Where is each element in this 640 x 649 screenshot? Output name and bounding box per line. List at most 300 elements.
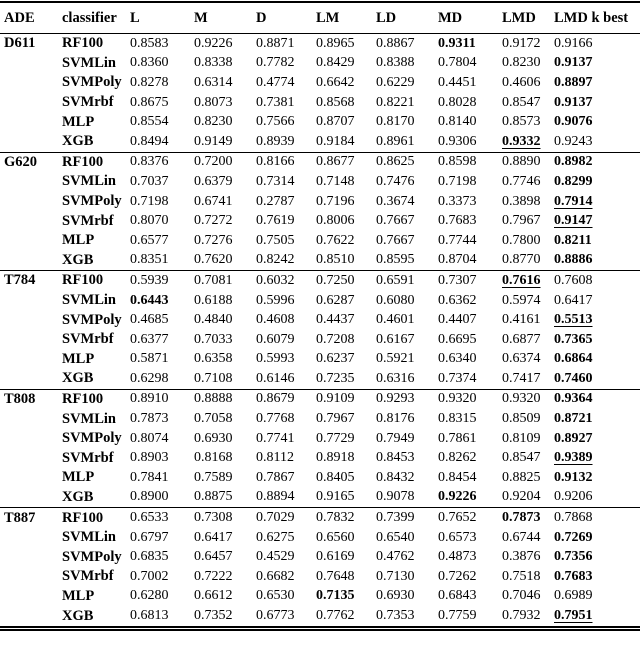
value-cell: 0.9166 <box>554 35 593 51</box>
value-cell: 0.8388 <box>376 55 415 71</box>
value-cell: 0.9226 <box>438 489 477 505</box>
table-row <box>0 310 640 330</box>
value-cell: 0.6298 <box>130 370 169 386</box>
value-cell: 0.7353 <box>376 608 415 624</box>
ade-label <box>0 350 58 370</box>
value-cell: 0.7768 <box>256 411 295 427</box>
table-row <box>0 606 640 628</box>
value-cell: 0.9137 <box>554 55 593 71</box>
value-cell: 0.6169 <box>316 549 355 565</box>
value-cell: 0.9226 <box>194 35 233 51</box>
classifier-label: MLP <box>62 469 95 486</box>
value-cell: 0.8890 <box>502 154 541 170</box>
table-header <box>0 2 640 34</box>
ade-group-t808 <box>0 389 640 508</box>
value-cell: 0.2787 <box>256 193 295 209</box>
value-cell: 0.6577 <box>130 232 169 248</box>
column-header: classifier <box>62 9 117 26</box>
value-cell: 0.7873 <box>502 510 541 526</box>
value-cell: 0.8230 <box>194 114 233 130</box>
value-cell: 0.5996 <box>256 292 295 308</box>
value-cell: 0.9184 <box>316 133 355 149</box>
value-cell: 0.7746 <box>502 173 541 189</box>
classifier-results-table <box>0 1 640 631</box>
value-cell: 0.8704 <box>438 252 477 268</box>
value-cell: 0.6229 <box>376 74 415 90</box>
value-cell: 0.6533 <box>130 510 169 526</box>
value-cell: 0.8176 <box>376 411 415 427</box>
value-cell: 0.6237 <box>316 351 355 367</box>
value-cell: 0.7967 <box>316 411 355 427</box>
value-cell: 0.8168 <box>194 450 233 466</box>
value-cell: 0.8351 <box>130 252 169 268</box>
ade-label <box>0 251 58 271</box>
table-row <box>0 547 640 567</box>
value-cell: 0.8073 <box>194 94 233 110</box>
classifier-label: RF100 <box>62 390 104 407</box>
value-cell: 0.7374 <box>438 370 477 386</box>
value-cell: 0.3876 <box>502 549 541 565</box>
value-cell: 0.8166 <box>256 154 295 170</box>
ade-label: T887 <box>4 509 36 526</box>
value-cell: 0.7365 <box>554 331 593 347</box>
ade-label: T784 <box>4 272 36 289</box>
value-cell: 0.7518 <box>502 568 541 584</box>
value-cell: 0.4529 <box>256 549 295 565</box>
value-cell: 0.6560 <box>316 529 355 545</box>
value-cell: 0.6642 <box>316 74 355 90</box>
value-cell: 0.7800 <box>502 232 541 248</box>
classifier-label: XGB <box>62 370 94 387</box>
value-cell: 0.7949 <box>376 430 415 446</box>
value-cell: 0.8677 <box>316 154 355 170</box>
value-cell: 0.8770 <box>502 252 541 268</box>
table-row <box>0 448 640 468</box>
value-cell: 0.7932 <box>502 608 541 624</box>
value-cell: 0.8568 <box>316 94 355 110</box>
value-cell: 0.8679 <box>256 391 295 407</box>
table-row <box>0 93 640 113</box>
value-cell: 0.8454 <box>438 469 477 485</box>
table-row <box>0 231 640 251</box>
value-cell: 0.4873 <box>438 549 477 565</box>
value-cell: 0.4601 <box>376 312 415 328</box>
value-cell: 0.8897 <box>554 74 593 90</box>
table-row <box>0 251 640 271</box>
value-cell: 0.9332 <box>502 133 541 149</box>
value-cell: 0.7381 <box>256 94 295 110</box>
value-cell: 0.8109 <box>502 430 541 446</box>
value-cell: 0.8871 <box>256 35 295 51</box>
value-cell: 0.8509 <box>502 411 541 427</box>
value-cell: 0.4608 <box>256 312 295 328</box>
table-row <box>0 567 640 587</box>
value-cell: 0.9320 <box>438 391 477 407</box>
value-cell: 0.7804 <box>438 55 477 71</box>
value-cell: 0.8583 <box>130 35 169 51</box>
value-cell: 0.8070 <box>130 213 169 229</box>
value-cell: 0.8278 <box>130 74 169 90</box>
value-cell: 0.3373 <box>438 193 477 209</box>
ade-group-g620 <box>0 152 640 271</box>
value-cell: 0.4437 <box>316 312 355 328</box>
value-cell: 0.8074 <box>130 430 169 446</box>
classifier-label: MLP <box>62 113 95 130</box>
value-cell: 0.8006 <box>316 213 355 229</box>
value-cell: 0.5939 <box>130 272 169 288</box>
value-cell: 0.7208 <box>316 331 355 347</box>
value-cell: 0.7276 <box>194 232 233 248</box>
value-cell: 0.8573 <box>502 114 541 130</box>
value-cell: 0.3898 <box>502 193 541 209</box>
ade-label <box>0 429 58 449</box>
ade-label <box>0 132 58 152</box>
value-cell: 0.9364 <box>554 391 593 407</box>
ade-label <box>0 231 58 251</box>
value-cell: 0.7951 <box>554 608 593 624</box>
value-cell: 0.6146 <box>256 370 295 386</box>
value-cell: 0.8721 <box>554 411 593 427</box>
ade-label <box>0 547 58 567</box>
ade-label <box>0 488 58 508</box>
value-cell: 0.8894 <box>256 489 295 505</box>
value-cell: 0.8230 <box>502 55 541 71</box>
value-cell: 0.6813 <box>130 608 169 624</box>
classifier-label: MLP <box>62 350 95 367</box>
value-cell: 0.6682 <box>256 568 295 584</box>
classifier-label: RF100 <box>62 153 104 170</box>
table-row <box>0 488 640 508</box>
value-cell: 0.8242 <box>256 252 295 268</box>
value-cell: 0.9165 <box>316 489 355 505</box>
value-cell: 0.6374 <box>502 351 541 367</box>
ade-label <box>0 369 58 389</box>
value-cell: 0.6287 <box>316 292 355 308</box>
classifier-label: SVMPoly <box>62 430 122 447</box>
value-cell: 0.7868 <box>554 510 593 526</box>
value-cell: 0.6612 <box>194 588 233 604</box>
value-cell: 0.6530 <box>256 588 295 604</box>
value-cell: 0.6744 <box>502 529 541 545</box>
value-cell: 0.7683 <box>438 213 477 229</box>
table-row <box>0 409 640 429</box>
table-row <box>0 172 640 192</box>
value-cell: 0.8170 <box>376 114 415 130</box>
value-cell: 0.7622 <box>316 232 355 248</box>
ade-label <box>0 448 58 468</box>
column-header: D <box>256 9 267 26</box>
table-row <box>0 291 640 311</box>
ade-label <box>0 93 58 113</box>
classifier-label: SVMPoly <box>62 311 122 328</box>
value-cell: 0.7648 <box>316 568 355 584</box>
column-header: LMD k best <box>554 9 629 26</box>
value-cell: 0.7235 <box>316 370 355 386</box>
value-cell: 0.4407 <box>438 312 477 328</box>
value-cell: 0.8965 <box>316 35 355 51</box>
value-cell: 0.7667 <box>376 232 415 248</box>
value-cell: 0.7476 <box>376 173 415 189</box>
classifier-label: RF100 <box>62 35 104 52</box>
value-cell: 0.6188 <box>194 292 233 308</box>
ade-group-t887 <box>0 508 640 629</box>
ade-group-d611 <box>0 34 640 153</box>
value-cell: 0.6417 <box>554 292 593 308</box>
value-cell: 0.9389 <box>554 450 593 466</box>
value-cell: 0.7130 <box>376 568 415 584</box>
header-row <box>0 2 640 34</box>
value-cell: 0.9293 <box>376 391 415 407</box>
table-row <box>0 132 640 152</box>
ade-label <box>0 310 58 330</box>
value-cell: 0.8888 <box>194 391 233 407</box>
table-row <box>0 330 640 350</box>
value-cell: 0.7620 <box>194 252 233 268</box>
classifier-label: SVMPoly <box>62 193 122 210</box>
value-cell: 0.7262 <box>438 568 477 584</box>
table-row <box>0 350 640 370</box>
value-cell: 0.8903 <box>130 450 169 466</box>
value-cell: 0.9147 <box>554 213 593 229</box>
ade-label <box>0 567 58 587</box>
classifier-label: SVMLin <box>62 292 116 309</box>
value-cell: 0.6773 <box>256 608 295 624</box>
value-cell: 0.6377 <box>130 331 169 347</box>
value-cell: 0.6340 <box>438 351 477 367</box>
value-cell: 0.6079 <box>256 331 295 347</box>
value-cell: 0.9149 <box>194 133 233 149</box>
value-cell: 0.7058 <box>194 411 233 427</box>
ade-label <box>0 409 58 429</box>
ade-label: T808 <box>4 390 36 407</box>
value-cell: 0.6417 <box>194 529 233 545</box>
value-cell: 0.8338 <box>194 55 233 71</box>
column-header: ADE <box>4 9 35 26</box>
value-cell: 0.8982 <box>554 154 593 170</box>
classifier-label: SVMLin <box>62 529 116 546</box>
value-cell: 0.8028 <box>438 94 477 110</box>
value-cell: 0.7566 <box>256 114 295 130</box>
classifier-label: XGB <box>62 607 94 624</box>
value-cell: 0.6877 <box>502 331 541 347</box>
ade-label: G620 <box>4 153 38 170</box>
table-row <box>0 468 640 488</box>
value-cell: 0.7832 <box>316 510 355 526</box>
value-cell: 0.8554 <box>130 114 169 130</box>
table-row <box>0 192 640 212</box>
value-cell: 0.7250 <box>316 272 355 288</box>
value-cell: 0.9206 <box>554 489 593 505</box>
table-row <box>0 587 640 607</box>
ade-label <box>0 54 58 74</box>
value-cell: 0.8510 <box>316 252 355 268</box>
value-cell: 0.9076 <box>554 114 593 130</box>
value-cell: 0.7608 <box>554 272 593 288</box>
classifier-label: RF100 <box>62 272 104 289</box>
classifier-label: SVMPoly <box>62 74 122 91</box>
value-cell: 0.9172 <box>502 35 541 51</box>
value-cell: 0.4762 <box>376 549 415 565</box>
value-cell: 0.7081 <box>194 272 233 288</box>
table-row <box>0 508 640 528</box>
table-row <box>0 528 640 548</box>
value-cell: 0.8211 <box>554 232 592 248</box>
ade-label <box>0 211 58 231</box>
value-cell: 0.7046 <box>502 588 541 604</box>
value-cell: 0.7196 <box>316 193 355 209</box>
value-cell: 0.7867 <box>256 469 295 485</box>
value-cell: 0.8140 <box>438 114 477 130</box>
value-cell: 0.7873 <box>130 411 169 427</box>
value-cell: 0.7914 <box>554 193 593 209</box>
value-cell: 0.8927 <box>554 430 593 446</box>
value-cell: 0.7762 <box>316 608 355 624</box>
value-cell: 0.9306 <box>438 133 477 149</box>
value-cell: 0.8900 <box>130 489 169 505</box>
value-cell: 0.5871 <box>130 351 169 367</box>
value-cell: 0.8405 <box>316 469 355 485</box>
value-cell: 0.8875 <box>194 489 233 505</box>
classifier-label: SVMLin <box>62 173 116 190</box>
value-cell: 0.7619 <box>256 213 295 229</box>
value-cell: 0.6843 <box>438 588 477 604</box>
ade-label <box>0 528 58 548</box>
value-cell: 0.6930 <box>194 430 233 446</box>
column-header: MD <box>438 9 463 26</box>
value-cell: 0.9204 <box>502 489 541 505</box>
value-cell: 0.9311 <box>438 35 476 51</box>
value-cell: 0.6167 <box>376 331 415 347</box>
classifier-label: XGB <box>62 251 94 268</box>
table-row <box>0 369 640 389</box>
value-cell: 0.8494 <box>130 133 169 149</box>
value-cell: 0.7589 <box>194 469 233 485</box>
value-cell: 0.8221 <box>376 94 415 110</box>
value-cell: 0.7417 <box>502 370 541 386</box>
value-cell: 0.6540 <box>376 529 415 545</box>
classifier-label: SVMLin <box>62 54 116 71</box>
value-cell: 0.7308 <box>194 510 233 526</box>
value-cell: 0.4606 <box>502 74 541 90</box>
value-cell: 0.6797 <box>130 529 169 545</box>
value-cell: 0.9109 <box>316 391 355 407</box>
value-cell: 0.6275 <box>256 529 295 545</box>
table-row <box>0 389 640 409</box>
ade-label <box>0 73 58 93</box>
value-cell: 0.5513 <box>554 312 593 328</box>
ade-label <box>0 606 58 628</box>
value-cell: 0.8961 <box>376 133 415 149</box>
value-cell: 0.7505 <box>256 232 295 248</box>
classifier-label: MLP <box>62 232 95 249</box>
value-cell: 0.7861 <box>438 430 477 446</box>
value-cell: 0.6573 <box>438 529 477 545</box>
value-cell: 0.3674 <box>376 193 415 209</box>
value-cell: 0.6864 <box>554 351 593 367</box>
value-cell: 0.7352 <box>194 608 233 624</box>
classifier-label: SVMrbf <box>62 449 114 466</box>
value-cell: 0.8432 <box>376 469 415 485</box>
value-cell: 0.5993 <box>256 351 295 367</box>
classifier-label: SVMrbf <box>62 212 114 229</box>
value-cell: 0.8707 <box>316 114 355 130</box>
value-cell: 0.9320 <box>502 391 541 407</box>
table-row <box>0 73 640 93</box>
value-cell: 0.8939 <box>256 133 295 149</box>
value-cell: 0.9137 <box>554 94 593 110</box>
value-cell: 0.6741 <box>194 193 233 209</box>
ade-label <box>0 112 58 132</box>
value-cell: 0.6032 <box>256 272 295 288</box>
value-cell: 0.6280 <box>130 588 169 604</box>
value-cell: 0.7002 <box>130 568 169 584</box>
ade-label <box>0 587 58 607</box>
ade-label: D611 <box>4 35 36 52</box>
value-cell: 0.7198 <box>130 193 169 209</box>
value-cell: 0.9132 <box>554 469 593 485</box>
value-cell: 0.6457 <box>194 549 233 565</box>
column-header: LD <box>376 9 397 26</box>
value-cell: 0.8675 <box>130 94 169 110</box>
value-cell: 0.6930 <box>376 588 415 604</box>
ade-label <box>0 172 58 192</box>
classifier-label: SVMLin <box>62 410 116 427</box>
value-cell: 0.6362 <box>438 292 477 308</box>
value-cell: 0.7667 <box>376 213 415 229</box>
table-row <box>0 34 640 54</box>
value-cell: 0.7029 <box>256 510 295 526</box>
value-cell: 0.7741 <box>256 430 295 446</box>
value-cell: 0.7314 <box>256 173 295 189</box>
value-cell: 0.8595 <box>376 252 415 268</box>
value-cell: 0.6379 <box>194 173 233 189</box>
value-cell: 0.6443 <box>130 292 169 308</box>
value-cell: 0.8867 <box>376 35 415 51</box>
value-cell: 0.8376 <box>130 154 169 170</box>
ade-label <box>0 330 58 350</box>
value-cell: 0.4774 <box>256 74 295 90</box>
value-cell: 0.8625 <box>376 154 415 170</box>
column-header: LM <box>316 9 340 26</box>
value-cell: 0.8598 <box>438 154 477 170</box>
value-cell: 0.6695 <box>438 331 477 347</box>
table-row <box>0 271 640 291</box>
ade-label <box>0 192 58 212</box>
value-cell: 0.6989 <box>554 588 593 604</box>
value-cell: 0.7683 <box>554 568 593 584</box>
value-cell: 0.8547 <box>502 450 541 466</box>
value-cell: 0.7200 <box>194 154 233 170</box>
value-cell: 0.7222 <box>194 568 233 584</box>
value-cell: 0.7272 <box>194 213 233 229</box>
value-cell: 0.8299 <box>554 173 593 189</box>
value-cell: 0.6591 <box>376 272 415 288</box>
value-cell: 0.7616 <box>502 272 541 288</box>
value-cell: 0.9243 <box>554 133 593 149</box>
value-cell: 0.7744 <box>438 232 477 248</box>
value-cell: 0.7033 <box>194 331 233 347</box>
value-cell: 0.6316 <box>376 370 415 386</box>
value-cell: 0.5921 <box>376 351 415 367</box>
value-cell: 0.7198 <box>438 173 477 189</box>
ade-label <box>0 468 58 488</box>
table-row <box>0 429 640 449</box>
column-header: M <box>194 9 208 26</box>
value-cell: 0.8825 <box>502 469 541 485</box>
value-cell: 0.7841 <box>130 469 169 485</box>
column-header: L <box>130 9 140 26</box>
value-cell: 0.7135 <box>316 588 355 604</box>
